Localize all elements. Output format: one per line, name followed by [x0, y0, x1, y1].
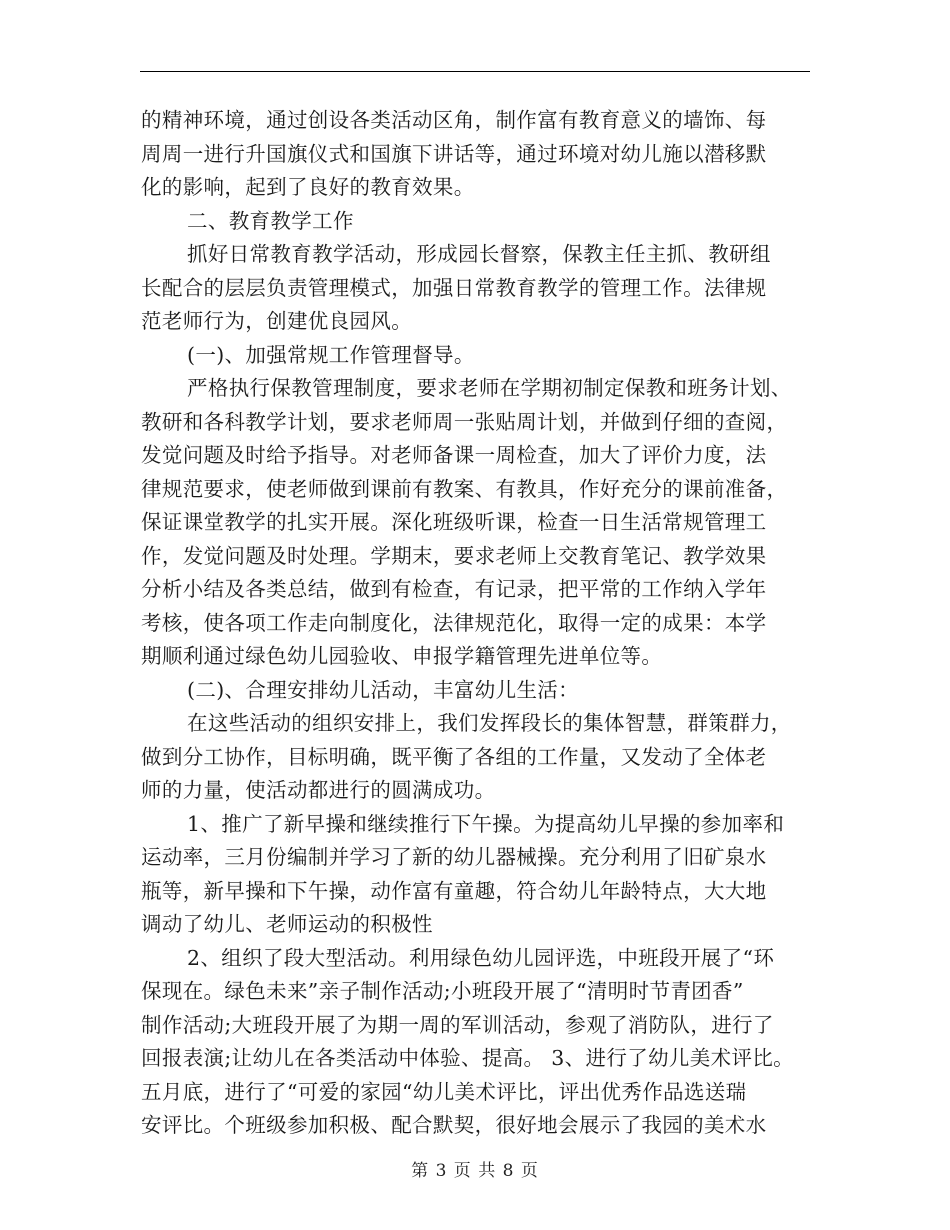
- text-line: 作，发觉问题及时处理。学期末，要求老师上交教育笔记、教学效果: [141, 543, 767, 568]
- subsection-heading: (二)、合理安排幼儿活动，丰富幼儿生活：: [187, 677, 579, 702]
- text-line: 发觉问题及时给予指导。对老师备课一周检查，加大了评价力度，法: [141, 443, 767, 467]
- text-line: 保现在。绿色未来”亲子制作活动;小班段开展了“清明时节青团香”: [141, 979, 744, 1003]
- section-heading: 二、教育教学工作: [187, 208, 354, 233]
- text-line: 回报表演;让幼儿在各类活动中体验、提高。 3、进行了幼儿美术评比。: [141, 1046, 795, 1070]
- text-line: 师的力量，使活动都进行的圆满成功。: [141, 778, 496, 802]
- text-line: 在这些活动的组织安排上，我们发挥段长的集体智慧，群策群力，: [187, 711, 792, 735]
- text-line: 1、推广了新早操和继续推行下午操。为提高幼儿早操的参加率和: [187, 811, 785, 836]
- text-line: 2、组织了段大型活动。利用绿色幼儿园评选，中班段开展了“环: [187, 945, 775, 970]
- header-rule: [140, 71, 810, 72]
- subsection-heading: (一)、加强常规工作管理督导。: [187, 342, 475, 367]
- text-line: 教研和各科教学计划，要求老师周一张贴周计划，并做到仔细的查阅，: [141, 409, 788, 434]
- text-line: 律规范要求，使老师做到课前有教案、有教具，作好充分的课前准备，: [141, 476, 788, 501]
- text-line: 调动了幼儿、老师运动的积极性: [141, 912, 433, 936]
- page-number: 第 3 页 共 8 页: [411, 1161, 539, 1181]
- text-line: 抓好日常教育教学活动，形成园长督察，保教主任主抓、教研组: [187, 242, 771, 266]
- text-line: 严格执行保教管理制度，要求老师在学期初制定保教和班务计划、: [187, 376, 792, 400]
- text-line: 化的影响，起到了良好的教育效果。: [141, 175, 475, 199]
- body-text: [141, 104, 821, 1143]
- text-line: 周周一进行升国旗仪式和国旗下讲话等，通过环境对幼儿施以潜移默: [141, 141, 767, 166]
- text-line: 保证课堂教学的扎实开展。深化班级听课，检查一日生活常规管理工: [141, 510, 767, 534]
- text-line: 安评比。个班级参加积极、配合默契，很好地会展示了我园的美术水: [141, 1113, 767, 1137]
- text-line: 分析小结及各类总结，做到有检查，有记录，把平常的工作纳入学年: [141, 577, 767, 601]
- text-line: 运动率，三月份编制并学习了新的幼儿器械操。充分利用了旧矿泉水: [141, 845, 767, 869]
- text-line: 制作活动;大班段开展了为期一周的军训活动，参观了消防队，进行了: [141, 1012, 774, 1037]
- text-line: 范老师行为，创建优良园风。: [141, 309, 413, 333]
- text-line: 瓶等，新早操和下午操，动作富有童趣，符合幼儿年龄特点，大大地: [141, 878, 767, 903]
- text-line: 期顺利通过绿色幼儿园验收、申报学籍管理先进单位等。: [141, 644, 663, 668]
- text-line: 五月底，进行了“可爱的家园“幼儿美术评比，评出优秀作品选送瑞: [141, 1079, 747, 1104]
- text-line: 的精神环境，通过创设各类活动区角，制作富有教育意义的墙饰、每: [141, 108, 767, 132]
- text-line: 考核，使各项工作走向制度化，法律规范化，取得一定的成果：本学: [141, 610, 767, 635]
- text-line: 做到分工协作，目标明确，既平衡了各组的工作量，又发动了全体老: [141, 744, 767, 769]
- text-line: 长配合的层层负责管理模式，加强日常教育教学的管理工作。法律规: [141, 275, 767, 300]
